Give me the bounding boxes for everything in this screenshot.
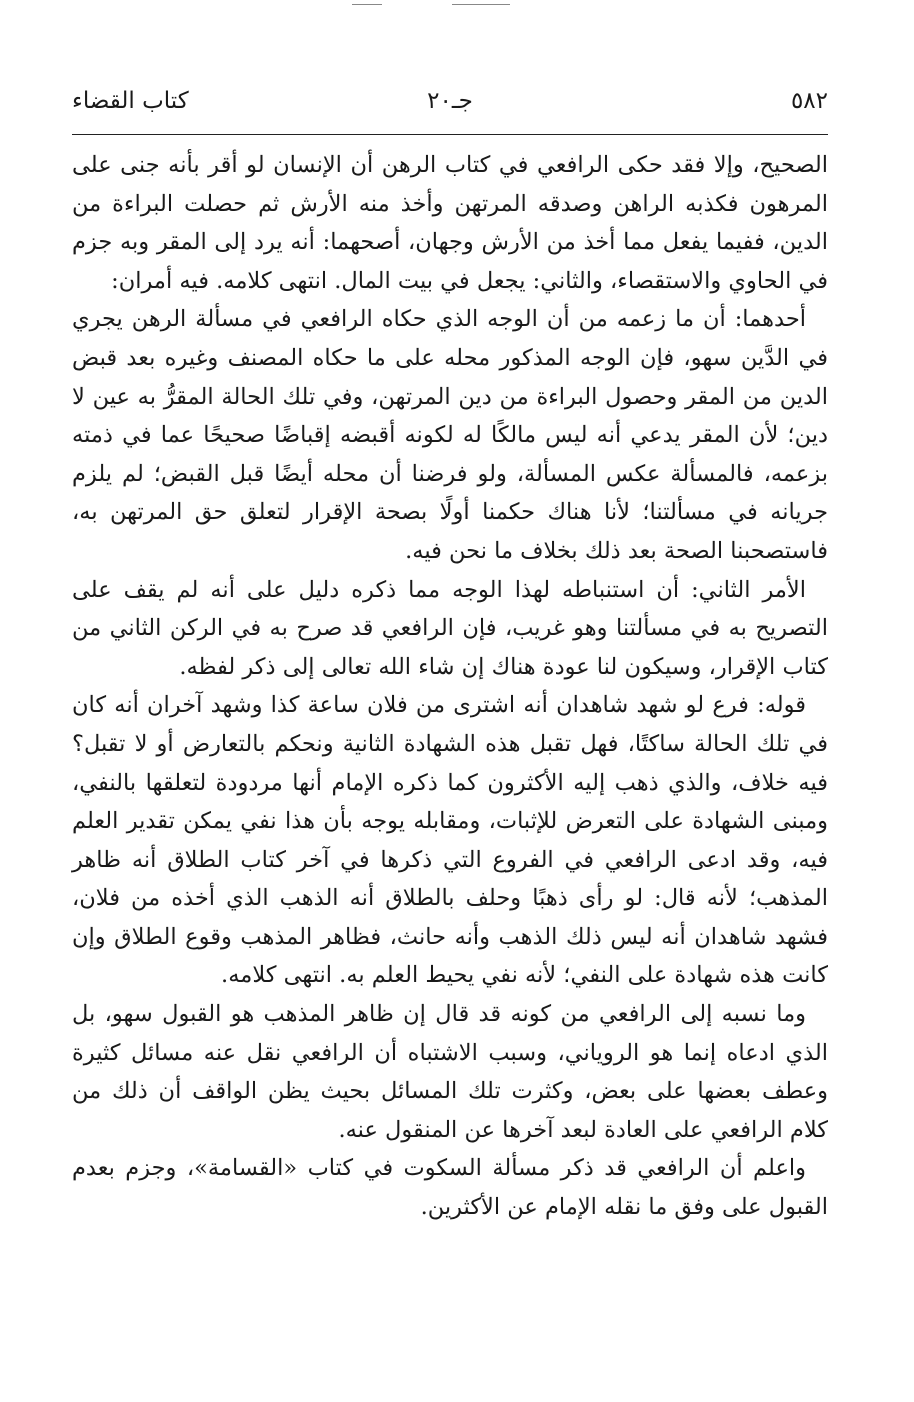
paragraph-2: أحدهما: أن ما زعمه من أن الوجه الذي حكاه الرافعي في مسألة الرهن يجري في الدَّين سهو، فإن الوجه المذكور محله على ما حكاه المصنف وغيره بعد قبض الدين من المقر وحصول البراءة من دين المرتهن، وفي تلك الحالة المقرُّ به عين لا دين؛ لأن المقر يدعي أنه ليس مالكًا له لكونه أقبضه إقباضًا صحيحًا عما في ذمته بزعمه، فالمسألة عكس المسألة، ولو فرضنا أن محله أيضًا قبل القبض؛ لم يلزم جريانه في مسألتنا؛ لأنا هناك حكمنا أولًا بصحة الإقرار لتعلق حق المرتهن به، فاستصحبنا الصحة بعد ذلك بخلاف ما نحن فيه. <box>72 306 828 564</box>
page-number: ٥٨٢ <box>790 88 828 114</box>
top-rule-left <box>352 4 382 5</box>
book-title: كتاب القضاء <box>72 88 189 114</box>
page-body <box>72 146 828 1227</box>
paragraph-3: الأمر الثاني: أن استنباطه لهذا الوجه مما ذكره دليل على أنه لم يقف على التصريح به في مسألتنا وهو غريب، فإن الرافعي قد صرح به في الركن الثاني من كتاب الإقرار، وسيكون لنا عودة هناك إن شاء الله تعالى إلى ذكر لفظه. <box>72 576 828 680</box>
top-rule-right <box>452 4 510 5</box>
paragraph-5: وما نسبه إلى الرافعي من كونه قد قال إن ظاهر المذهب هو القبول سهو، بل الذي ادعاه إنما هو الروياني، وسبب الاشتباه أن الرافعي نقل عنه مسائل كثيرة وعطف بعضها على بعض، وكثرت تلك المسائل بحيث يظن الواقف أن ذلك من كلام الرافعي على العادة لبعد آخرها عن المنقول عنه. <box>72 1001 828 1143</box>
top-scan-rules <box>0 4 914 8</box>
running-header <box>72 88 828 128</box>
volume-label: جـ٢٠ <box>427 88 473 114</box>
paragraph-1: الصحيح، وإلا فقد حكى الرافعي في كتاب الرهن أن الإنسان لو أقر بأنه جنى على المرهون فكذبه الراهن وصدقه المرتهن وأخذ منه الأرش ثم حصلت البراءة من الدين، ففيما يفعل مما أخذ من الأرش وجهان، أصحهما: أنه يرد إلى المقر وبه جزم في الحاوي والاستقصاء، والثاني: يجعل في بيت المال. انتهى كلامه. فيه أمران: <box>72 152 828 294</box>
paragraph-4: قوله: فرع لو شهد شاهدان أنه اشترى من فلان ساعة كذا وشهد آخران أنه كان في تلك الحالة ساكتًا، فهل تقبل هذه الشهادة الثانية ونحكم بالتعارض أو لا تقبل؟ فيه خلاف، والذي ذهب إليه الأكثرون كما ذكره الإمام أنها مردودة لتعلقها بالنفي، ومبنى الشهادة على التعرض للإثبات، ومقابله يوجه بأن هذا نفي يمكن تقدير العلم فيه، وقد ادعى الرافعي في الفروع التي ذكرها في آخر كتاب الطلاق أنه ظاهر المذهب؛ لأنه قال: لو رأى ذهبًا وحلف بالطلاق أنه الذهب الذي أخذه من فلان، فشهد شاهدان أنه ليس ذلك الذهب وأنه حانث، فظاهر المذهب وقوع الطلاق وإن كانت هذه شهادة على النفي؛ لأنه نفي يحيط العلم به. انتهى كلامه. <box>72 692 828 989</box>
header-divider <box>72 134 828 135</box>
paragraph-6: واعلم أن الرافعي قد ذكر مسألة السكوت في كتاب «القسامة»، وجزم بعدم القبول على وفق ما نقله الإمام عن الأكثرين. <box>72 1155 828 1221</box>
